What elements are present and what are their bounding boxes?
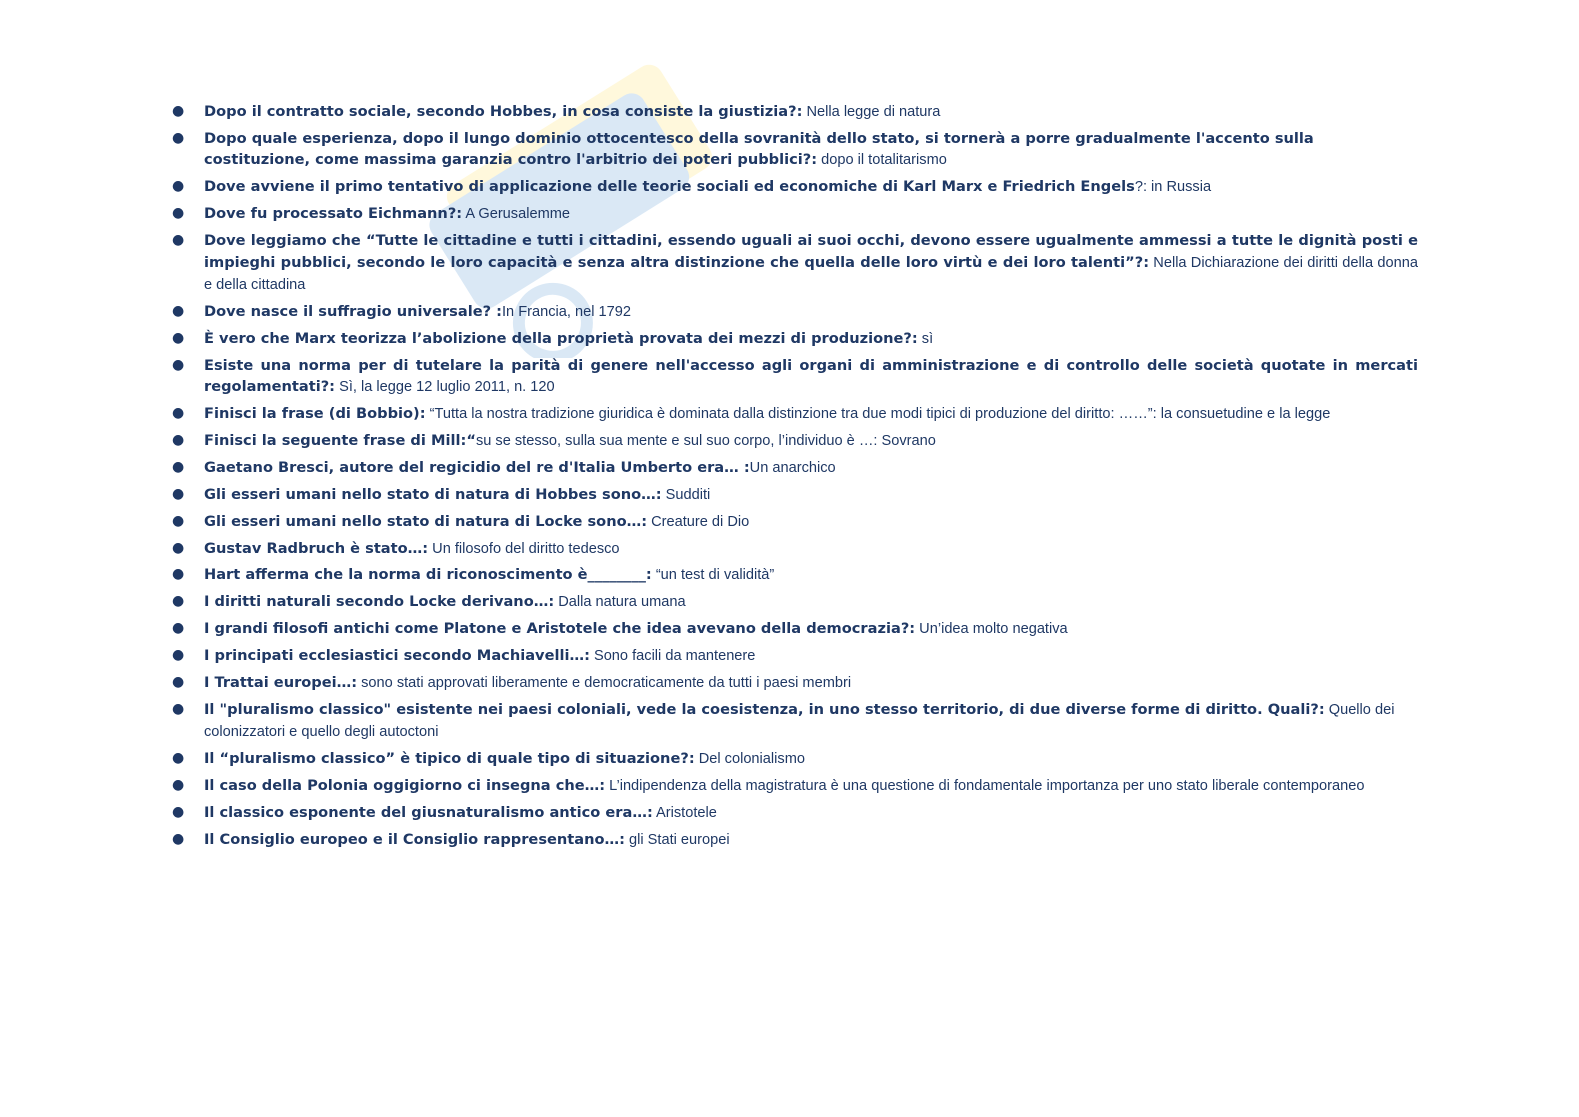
bullet-icon: ● [172,178,185,195]
list-item [170,430,1418,453]
question: Gli esseri umani nello stato di natura di Locke sono…: [204,512,648,530]
list-item [170,564,1418,587]
bullet-icon: ● [172,356,185,373]
list-item [170,802,1418,825]
answer: Quello dei colonizzatori e quello degli autoctoni [204,701,1395,741]
bullet-icon: ● [172,593,185,610]
bullet-icon: ● [172,205,185,222]
question: Finisci la frase (di Bobbio): [204,405,426,423]
answer: Un’idea molto negativa [915,621,1068,638]
bullet-icon: ● [172,103,185,119]
answer: ?: in Russia [1134,179,1212,196]
list-item [170,230,1418,297]
bullet-icon: ● [172,539,185,556]
bullet-icon: ● [172,329,185,346]
list-item [170,672,1418,695]
bullet-icon: ● [172,129,185,146]
question: Il classico esponente del giusnaturalismo antico era…: [204,804,653,822]
bullet-icon: ● [172,830,185,847]
answer: Del colonialismo [694,751,805,768]
list-item [170,176,1418,199]
bullet-icon: ● [172,777,185,794]
question: I grandi filosofi antichi come Platone e Aristotele che idea avevano della democrazia?: [204,620,916,638]
question: Dove nasce il suffragio universale? : [204,302,502,320]
answer: In Francia, nel 1792 [501,303,631,320]
answer: Creature di Dio [647,513,750,530]
list-item [170,591,1418,614]
question: Esiste una norma per di tutelare la parità di genere nell'accesso agli organi di amministrazione e di controllo delle società quotate in mercati regolamentati?: [204,356,1418,396]
list-item [170,457,1418,480]
bullet-icon: ● [172,647,185,664]
list-item [170,511,1418,534]
question: Dopo quale esperienza, dopo il lungo dominio ottocentesco della sovranità dello stato, si tornerà a porre gradualmente l'accento sulla costituzione, come massima garanzia contro l'arbitrio dei poteri pubblici?: [204,129,1314,169]
bullet-icon: ● [172,458,185,475]
list-item [170,484,1418,507]
list-item [170,128,1418,172]
answer: dopo il totalitarismo [817,152,947,169]
answer: Un anarchico [749,459,836,476]
question: I diritti naturali secondo Locke derivano…: [204,593,555,611]
bullet-icon: ● [172,620,185,637]
list-item [170,301,1418,324]
list-item [170,829,1418,852]
list-item [170,403,1418,426]
answer: Nella Dichiarazione dei diritti della donna e della cittadina [204,254,1418,294]
list-item [170,538,1418,561]
list-item [170,645,1418,668]
bullet-icon: ● [172,405,185,422]
bullet-icon: ● [172,700,185,717]
question: Gaetano Bresci, autore del regicidio del re d'Italia Umberto era… : [204,458,750,476]
list-item [170,203,1418,226]
question: Gustav Radbruch è stato…: [204,539,429,557]
question: Il Consiglio europeo e il Consiglio rappresentano…: [204,830,625,848]
question: È vero che Marx teorizza l’abolizione della proprietà provata dei mezzi di produzione?: [204,329,918,347]
bullet-icon: ● [172,750,185,767]
bullet-icon: ● [172,512,185,529]
answer: sì [917,330,934,347]
question: Hart afferma che la norma di riconoscimento è________: [204,566,652,584]
answer: L’indipendenza della magistratura è una questione di fondamentale importanza per uno stato liberale contemporaneo [605,778,1365,795]
bullet-icon: ● [172,804,185,821]
answer: Dalla natura umana [554,594,686,611]
answer: Sudditi [661,486,711,503]
list-item [170,328,1418,351]
question: Dove fu processato Eichmann?: [204,205,463,223]
answer: Aristotele [652,805,717,822]
list-item [170,748,1418,771]
question: Il caso della Polonia oggigiorno ci insegna che…: [204,777,606,795]
answer: Sì, la legge 12 luglio 2011, n. 120 [335,379,555,396]
question: Il "pluralismo classico" esistente nei paesi coloniali, vede la coesistenza, in uno stesso territorio, di due diverse forme di diritto. Quali?: [204,700,1325,718]
bullet-icon: ● [172,232,185,249]
answer: gli Stati europei [624,831,730,848]
answer: sono stati approvati liberamente e democraticamente da tutti i paesi membri [357,675,852,692]
answer: A Gerusalemme [462,206,571,223]
list-item [170,699,1418,744]
question: Il “pluralismo classico” è tipico di quale tipo di situazione?: [204,750,695,768]
answer: “Tutta la nostra tradizione giuridica è dominata dalla distinzione tra due modi tipici di produzione del diritto: ……”: la consuetudine e la legge [425,406,1331,423]
list-item [170,775,1418,798]
answer: Un filosofo del diritto tedesco [428,540,620,557]
question: I Trattai europei…: [204,674,358,692]
answer: Sono facili da mantenere [589,648,756,665]
question: I principati ecclesiastici secondo Machiavelli…: [204,647,590,665]
bullet-icon: ● [172,485,185,502]
bullet-icon: ● [172,674,185,691]
question: Dopo il contratto sociale, secondo Hobbes, in cosa consiste la giustizia?: [204,103,803,120]
answer: su se stesso, sulla sua mente e sul suo corpo, l’individuo è …: Sovrano [475,433,936,450]
bullet-icon: ● [172,432,185,449]
qa-list [170,101,1418,856]
bullet-icon: ● [172,302,185,319]
list-item [170,618,1418,641]
list-item [170,355,1418,399]
bullet-icon: ● [172,566,185,583]
list-item [170,101,1418,124]
question: Dove leggiamo che “Tutte le cittadine e tutti i cittadini, essendo uguali ai suoi occhi, devono essere ugualmente ammessi a tutte le dignità posti e impieghi pubblici, secondo le loro capacità e senza altra distinzione che quella delle loro virtù e dei loro talenti”?: [204,232,1418,271]
question: Finisci la seguente frase di Mill:“ [204,432,476,450]
question: Dove avviene il primo tentativo di applicazione delle teorie sociali ed economiche di Karl Marx e Friedrich Engels [204,178,1135,196]
question: Gli esseri umani nello stato di natura di Hobbes sono…: [204,485,662,503]
answer: Nella legge di natura [802,104,941,120]
answer: “un test di validità” [651,567,775,584]
